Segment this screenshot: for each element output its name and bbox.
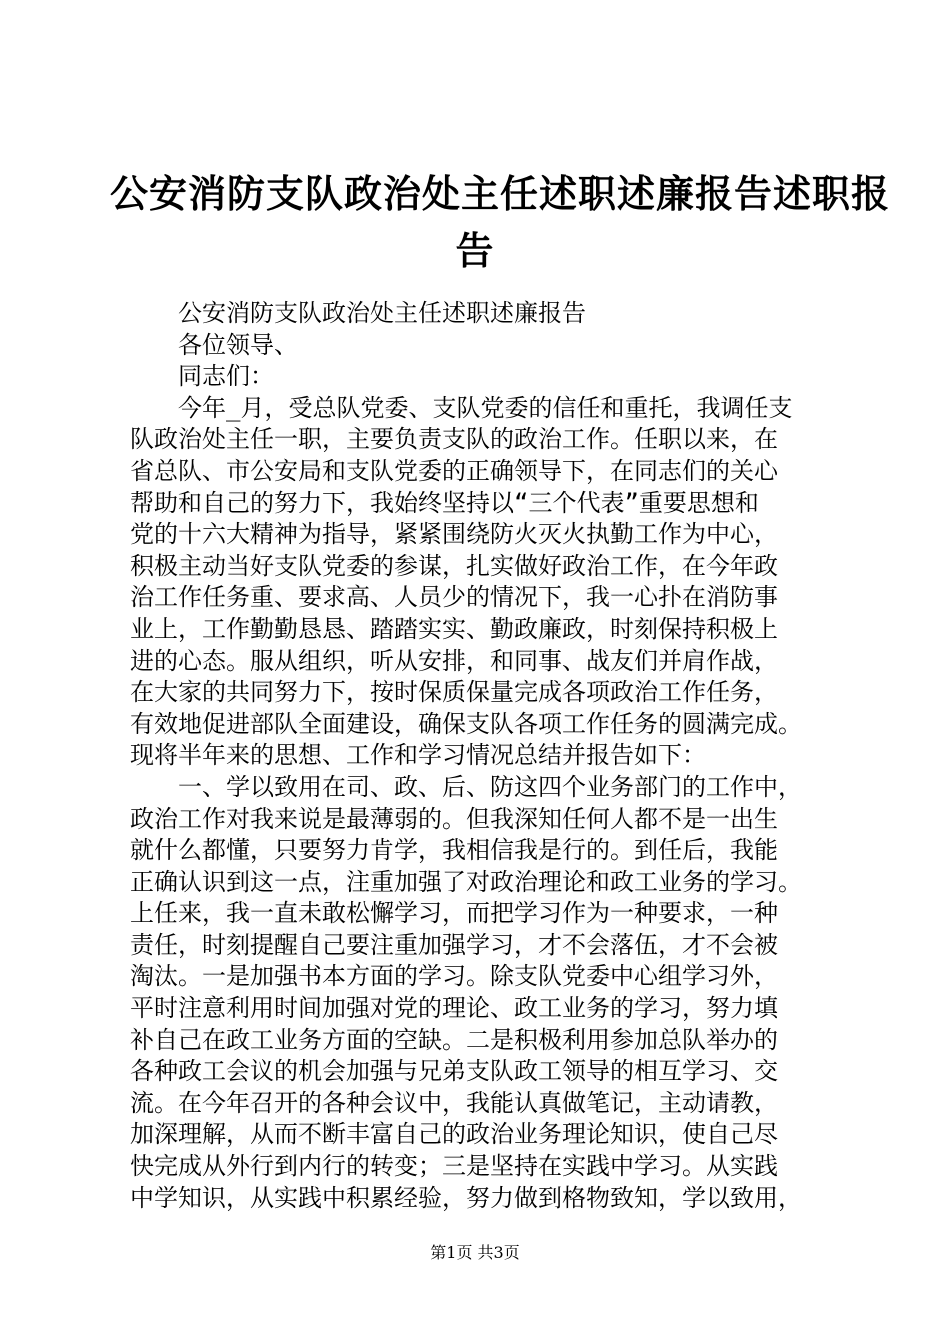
body-text-line: 各种政工会议的机会加强与兄弟支队政工领导的相互学习、交 [130,1057,778,1086]
body-text-line: 积极主动当好支队党委的参谋，扎实做好政治工作，在今年政 [130,551,778,580]
body-text-line: 流。在今年召开的各种会议中，我能认真做笔记，主动请教， [130,1088,778,1117]
body-text-line: 队政治处主任一职，主要负责支队的政治工作。任职以来，在 [130,425,778,454]
body-text-line: 省总队、市公安局和支队党委的正确领导下，在同志们的关心 [130,456,778,485]
body-text-line: 平时注意利用时间加强对党的理论、政工业务的学习，努力填 [130,994,778,1023]
page-footer: 第1页 共3页 [430,1243,520,1262]
body-text-line: 中学知识，从实践中积累经验，努力做到格物致知，学以致用， [130,1183,802,1212]
body-text-line: 公安消防支队政治处主任述职述廉报告 [178,299,586,327]
document-body [130,298,850,1214]
body-text-line: 一、学以致用在司、政、后、防这四个业务部门的工作中， [178,772,802,801]
body-text-line: 政治工作对我来说是最薄弱的。但我深知任何人都不是一出生 [130,804,778,833]
document-title-line-2: 告 [455,228,495,273]
body-text-line: 业上，工作勤勤恳恳、踏踏实实、勤政廉政，时刻保持积极上 [130,614,778,643]
document-title-line-1: 公安消防支队政治处主任述职述廉报告述职报 [110,171,891,216]
body-text-line: 在大家的共同努力下，按时保质保量完成各项政治工作任务， [130,678,778,707]
body-text-line: 上任来，我一直未敢松懈学习，而把学习作为一种要求，一种 [130,899,778,928]
body-text-line: 有效地促进部队全面建设，确保支队各项工作任务的圆满完成。 [130,709,802,738]
body-text-line: 补自己在政工业务方面的空缺。二是积极利用参加总队举办的 [130,1025,778,1054]
body-text-line: 就什么都懂，只要努力肯学，我相信我是行的。到任后，我能 [130,836,778,865]
body-text-line: 淘汰。一是加强书本方面的学习。除支队党委中心组学习外， [130,962,778,991]
body-text-line: 今年_月，受总队党委、支队党委的信任和重托，我调任支 [178,393,793,422]
body-text-line: 各位领导、 [178,330,298,359]
body-text-line: 帮助和自己的努力下，我始终坚持以“三个代表”重要思想和 [130,488,759,517]
body-text-line: 责任，时刻提醒自己要注重加强学习，才不会落伍，才不会被 [130,930,778,959]
body-text-line: 同志们： [178,362,274,391]
body-text-line: 快完成从外行到内行的转变；三是坚持在实践中学习。从实践 [130,1152,778,1181]
body-text-line: 正确认识到这一点，注重加强了对政治理论和政工业务的学习。 [130,867,802,896]
body-text-line: 加深理解，从而不断丰富自己的政治业务理论知识，使自己尽 [130,1120,778,1149]
body-text-line: 治工作任务重、要求高、人员少的情况下，我一心扑在消防事 [130,583,778,612]
body-text-line: 现将半年来的思想、工作和学习情况总结并报告如下： [130,741,706,770]
body-text-line: 进的心态。服从组织，听从安排，和同事、战友们并肩作战， [130,646,778,675]
body-text-line: 党的十六大精神为指导，紧紧围绕防火灭火执勤工作为中心， [130,520,778,549]
